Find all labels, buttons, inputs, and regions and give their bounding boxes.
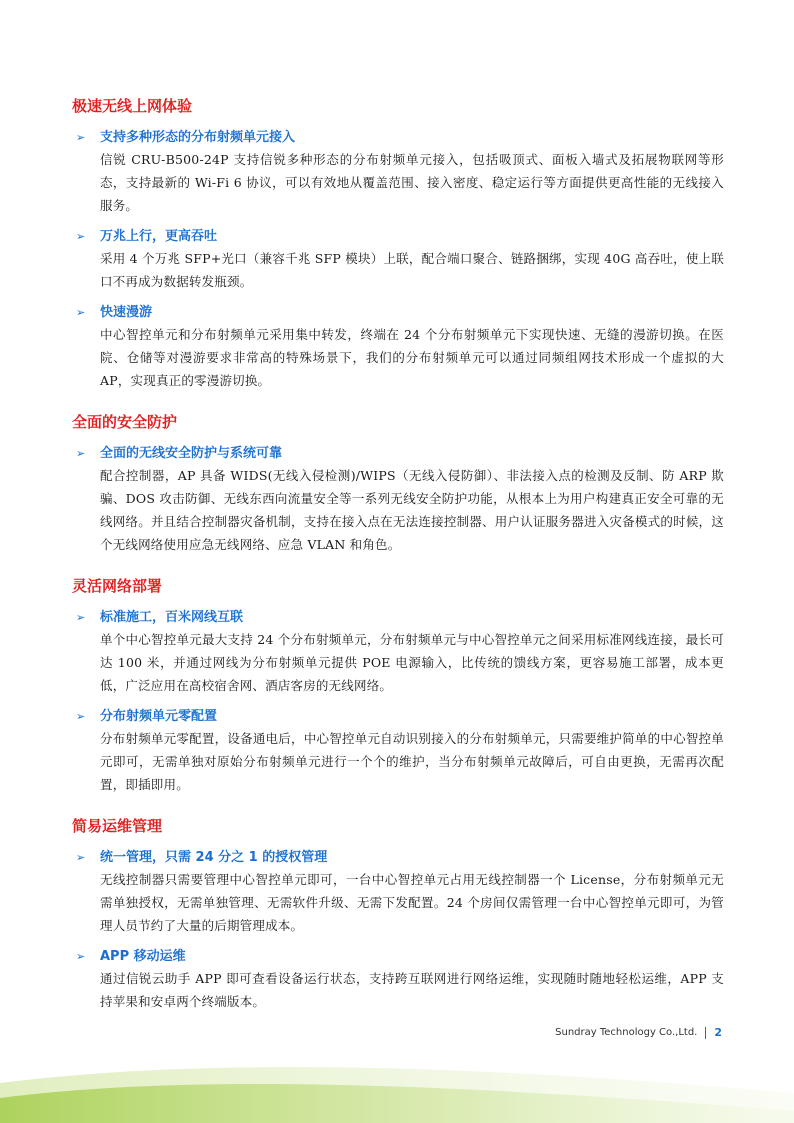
item-body: 中心智控单元和分布射频单元采用集中转发，终端在 24 个分布射频单元下实现快速、无缝的漫游切换。在医院、仓储等对漫游要求非常高的特殊场景下，我们的分布射频单元可以通过同频组网技术形成一个虚拟的大 AP，实现真正的零漫游切换。 bbox=[100, 327, 724, 388]
arrow-bullet-icon: ➢ bbox=[76, 851, 86, 864]
section bbox=[72, 96, 724, 392]
list-item bbox=[72, 128, 724, 217]
arrow-bullet-icon: ➢ bbox=[76, 230, 86, 243]
arrow-bullet-icon: ➢ bbox=[76, 950, 86, 963]
list-item bbox=[72, 848, 724, 937]
list-item bbox=[72, 227, 724, 293]
section-title: 全面的安全防护 bbox=[72, 413, 178, 431]
item-body: 采用 4 个万兆 SFP+光口（兼容千兆 SFP 模块）上联，配合端口聚合、链路捆绑，实现 40G 高吞吐，使上联口不再成为数据转发瓶颈。 bbox=[100, 251, 724, 289]
arrow-bullet-icon: ➢ bbox=[76, 611, 86, 624]
section-title: 灵活网络部署 bbox=[72, 577, 163, 595]
list-item bbox=[72, 608, 724, 697]
arrow-bullet-icon: ➢ bbox=[76, 306, 86, 319]
arrow-bullet-icon: ➢ bbox=[76, 131, 86, 144]
item-title: 统一管理，只需 24 分之 1 的授权管理 bbox=[100, 850, 328, 865]
section bbox=[72, 576, 724, 796]
arrow-bullet-icon: ➢ bbox=[76, 710, 86, 723]
item-title: 快速漫游 bbox=[100, 305, 153, 320]
item-title: 支持多种形态的分布射频单元接入 bbox=[100, 130, 296, 145]
item-title: 标准施工，百米网线互联 bbox=[100, 610, 244, 625]
section bbox=[72, 816, 724, 1013]
list-item bbox=[72, 303, 724, 392]
section-title: 极速无线上网体验 bbox=[72, 97, 193, 115]
list-item bbox=[72, 444, 724, 556]
item-body: 分布射频单元零配置，设备通电后，中心智控单元自动识别接入的分布射频单元，只需要维护简单的中心智控单元即可，无需单独对原始分布射频单元进行一个个的维护，当分布射频单元故障后，可自由更换，无需再次配置，即插即用。 bbox=[100, 731, 724, 792]
document-content bbox=[72, 96, 724, 1033]
page-footer bbox=[0, 1026, 722, 1039]
item-body: 通过信锐云助手 APP 即可查看设备运行状态，支持跨互联网进行网络运维，实现随时随地轻松运维，APP 支持苹果和安卓两个终端版本。 bbox=[100, 971, 724, 1009]
item-body: 单个中心智控单元最大支持 24 个分布射频单元，分布射频单元与中心智控单元之间采用标准网线连接，最长可达 100 米，并通过网线为分布射频单元提供 POE 电源输入，比传统的馈线方案，更容易施工部署，成本更低，广泛应用在高校宿舍网、酒店客房的无线网络。 bbox=[100, 632, 724, 693]
list-item bbox=[72, 707, 724, 796]
list-item bbox=[72, 947, 724, 1013]
item-title: 万兆上行，更高吞吐 bbox=[100, 229, 218, 244]
item-title: 分布射频单元零配置 bbox=[100, 709, 218, 724]
section bbox=[72, 412, 724, 556]
footer-company: Sundray Technology Co.,Ltd. bbox=[555, 1027, 698, 1038]
item-body: 无线控制器只需要管理中心智控单元即可，一台中心智控单元占用无线控制器一个 License，分布射频单元无需单独授权，无需单独管理、无需软件升级、无需下发配置。24 个房间仅需管理一台中心智控单元即可，为管理人员节约了大量的后期管理成本。 bbox=[100, 872, 724, 933]
decorative-wave bbox=[0, 1053, 794, 1123]
item-body: 信锐 CRU-B500-24P 支持信锐多种形态的分布射频单元接入，包括吸顶式、面板入墙式及拓展物联网等形态，支持最新的 Wi-Fi 6 协议，可以有效地从覆盖范围、接入密度、稳定运行等方面提供更高性能的无线接入服务。 bbox=[100, 152, 724, 213]
item-title: 全面的无线安全防护与系统可靠 bbox=[100, 446, 283, 461]
item-body: 配合控制器，AP 具备 WIDS(无线入侵检测)/WIPS（无线入侵防御）、非法接入点的检测及反制、防 ARP 欺骗、DOS 攻击防御、无线东西向流量安全等一系列无线安全防护功能，从根本上为用户构建真正安全可靠的无线网络。并且结合控制器灾备机制，支持在接入点在无法连接控制器、用户认证服务器进入灾备模式的时候，这个无线网络使用应急无线网络、应急 VLAN 和角色。 bbox=[100, 468, 724, 552]
arrow-bullet-icon: ➢ bbox=[76, 447, 86, 460]
footer-divider bbox=[705, 1027, 706, 1039]
page-number: 2 bbox=[714, 1026, 722, 1039]
section-title: 简易运维管理 bbox=[72, 817, 163, 835]
item-title: APP 移动运维 bbox=[100, 949, 186, 964]
